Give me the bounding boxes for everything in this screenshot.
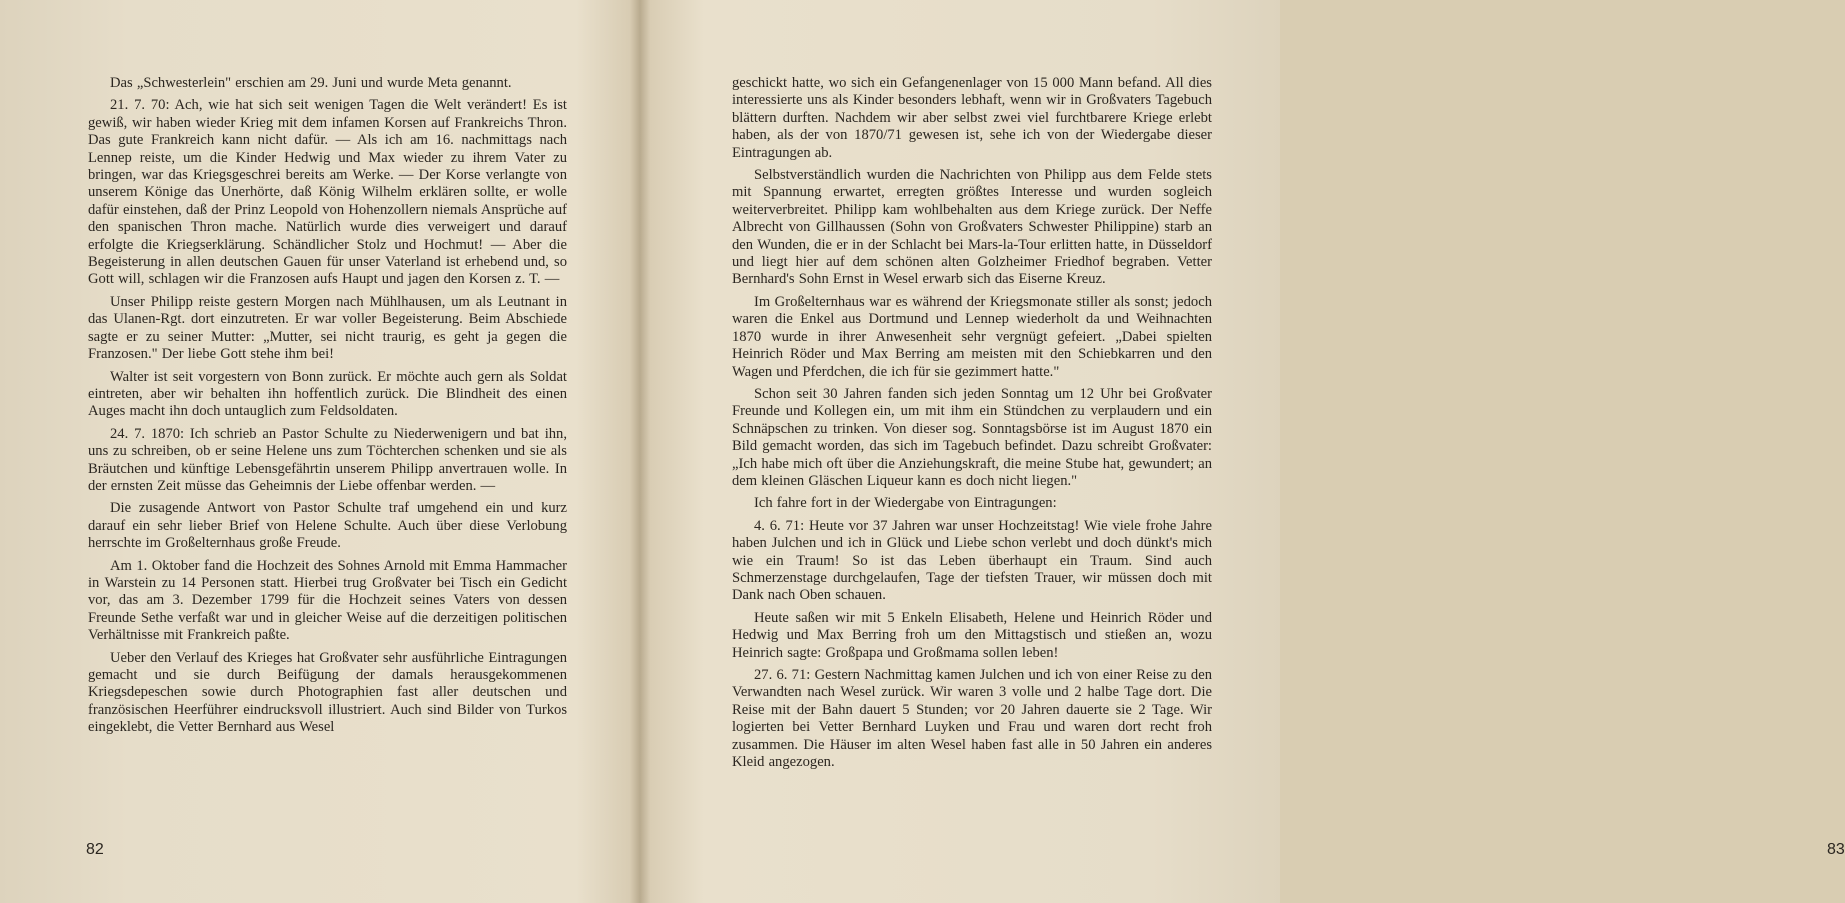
left-page [0, 0, 640, 903]
paragraph: 4. 6. 71: Heute vor 37 Jahren war unser Hochzeitstag! Wie viele frohe Jahre haben Julchen und ich in Glück und Liebe schon verlebt und doch dünkt's mich wie ein Traum! So ist das Leben überhaupt ein Traum. Sind auch Schmerzenstage durchgelaufen, Tage der tiefsten Trauer, wir müssen doch mit Dank nach Oben schauen. [732, 517, 1212, 604]
paragraph: Ueber den Verlauf des Krieges hat Großvater sehr ausführliche Eintragungen gemacht und sie durch Beifügung der damals herausgekommenen Kriegsdepeschen sowie durch Photographien fast aller deutschen und französischen Heerführer eindrucksvoll illustriert. Auch sind Bilder von Turkos eingeklebt, die Vetter Bernhard aus Wesel [88, 649, 567, 736]
paragraph: 24. 7. 1870: Ich schrieb an Pastor Schulte zu Niederwenigern und bat ihn, uns zu schreiben, ob er seine Helene uns zum Töchterchen schenken und sie als Bräutchen und künftige Lebensgefährtin unserem Philipp anvertrauen wolle. In der ernsten Zeit müsse das Geheimnis der Liebe offenbar werden. — [88, 425, 567, 494]
paragraph: Das „Schwesterlein" erschien am 29. Juni und wurde Meta genannt. [110, 75, 512, 91]
paragraph: geschickt hatte, wo sich ein Gefangenenlager von 15 000 Mann befand. All dies interessierte uns als Kinder besonders lebhaft, wenn wir in Großvaters Tagebuch blättern durften. Nachdem wir aber selbst zwei viel furchtbarere Kriege erlebt haben, als der von 1870/71 gewesen ist, sehe ich von der Wiedergabe dieser Eintragungen ab. [732, 75, 1212, 161]
page-number: 82 [86, 841, 104, 858]
left-page-text [88, 75, 567, 742]
right-page [640, 0, 1845, 903]
paragraph: Die zusagende Antwort von Pastor Schulte traf umgehend ein und kurz darauf ein sehr lieber Brief von Helene Schulte. Auch über diese Verlobung herrschte im Großelternhaus große Freude. [88, 500, 567, 552]
paragraph: 21. 7. 70: Ach, wie hat sich seit wenigen Tagen die Welt verändert! Es ist gewiß, wir haben wieder Krieg mit dem infamen Korsen auf Frankreichs Thron. Das gute Frankreich kann nicht dafür. — Als ich am 16. nachmittags nach Lennep reiste, um die Kinder Hedwig und Max wieder zu ihrem Vater zu bringen, war das Kriegsgeschrei bereits am Werke. — Der Korse verlangte von unserem Könige das Unerhörte, daß König Wilhelm erklären sollte, er wolle dafür einstehen, daß der Prinz Leopold von Hohenzollern niemals Ansprüche auf den spanischen Thron mache. Natürlich wurde dies verweigert und darauf erfolgte die Kriegserklärung. Schändlicher Stolz und Hochmut! — Aber die Begeisterung in allen deutschen Gauen für unser Vaterland ist erhebend und, so Gott will, schlagen wir die Franzosen aufs Haupt und jagen den Korsen z. T. — [88, 97, 567, 288]
page-number: 83 [1827, 841, 1845, 858]
paragraph: Schon seit 30 Jahren fanden sich jeden Sonntag um 12 Uhr bei Großvater Freunde und Kollegen ein, um mit ihm ein Stündchen zu verplaudern und ein Schnäpschen zu trinken. Von dieser sog. Sonntagsbörse ist im August 1870 ein Bild gemacht worden, das sich im Tagebuch befindet. Dazu schreibt Großvater: „Ich habe mich oft über die Anziehungskraft, die meine Stube hat, gewundert; an dem kleinen Gläschen Liqueur kann es doch nicht liegen." [732, 385, 1212, 489]
paragraph: 27. 6. 71: Gestern Nachmittag kamen Julchen und ich von einer Reise zu den Verwandten nach Wesel zurück. Wir waren 3 volle und 2 halbe Tage dort. Die Reise mit der Bahn dauert 5 Stunden; vor 20 Jahren dauerte sie 2 Tage. Wir logierten bei Vetter Bernhard Luyken und Frau und waren dort recht froh zusammen. Die Häuser im alten Wesel haben fast alle in 50 Jahren ein anderes Kleid angezogen. [732, 667, 1212, 771]
paragraph: Walter ist seit vorgestern von Bonn zurück. Er möchte auch gern als Soldat eintreten, aber wir behalten ihn hoffentlich zurück. Die Blindheit des einen Auges macht ihn doch untauglich zum Feldsoldaten. [88, 368, 567, 420]
paragraph: Unser Philipp reiste gestern Morgen nach Mühlhausen, um als Leutnant in das Ulanen-Rgt. dort einzutreten. Er war voller Begeisterung. Beim Abschiede sagte er zu seiner Mutter: „Mutter, sei nicht traurig, es geht ja gegen die Franzosen." Der liebe Gott stehe ihm bei! [88, 293, 567, 363]
right-page-text [732, 75, 1212, 776]
paragraph: Im Großelternhaus war es während der Kriegsmonate stiller als sonst; jedoch waren die Enkel aus Dortmund und Lennep wiederholt da und Weihnachten 1870 wurde in ihrer Anwesenheit sehr vergnügt gefeiert. „Dabei spielten Heinrich Röder und Max Berring am meisten mit den Schiebkarren und den Wagen und Pferdchen, die ich für sie gezimmert hatte." [732, 293, 1212, 380]
paragraph: Selbstverständlich wurden die Nachrichten von Philipp aus dem Felde stets mit Spannung erwartet, erregten größtes Interesse und wurden sogleich weiterverbreitet. Philipp kam wohlbehalten aus dem Kriege zurück. Der Neffe Albrecht von Gillhaussen (Sohn von Großvaters Schwester Philippine) starb an den Wunden, die er in der Schlacht bei Mars-la-Tour erlitten hatte, in Düsseldorf und liegt hier auf dem schönen alten Golzheimer Friedhof begraben. Vetter Bernhard's Sohn Ernst in Wesel erwarb sich das Eiserne Kreuz. [732, 167, 1212, 288]
paragraph: Am 1. Oktober fand die Hochzeit des Sohnes Arnold mit Emma Hammacher in Warstein zu 14 Personen statt. Hierbei trug Großvater bei Tisch ein Gedicht vor, das am 3. Dezember 1799 für die Hochzeit seines Vaters von dessen Freunde Sethe verfaßt war und in gleicher Weise auf die derzeitigen politischen Verhältnisse mit Frankreich paßte. [88, 557, 567, 644]
paragraph: Heute saßen wir mit 5 Enkeln Elisabeth, Helene und Heinrich Röder und Hedwig und Max Berring froh um den Mittagstisch und stießen an, wozu Heinrich sagte: Großpapa und Großmama sollen leben! [732, 609, 1212, 661]
paragraph: Ich fahre fort in der Wiedergabe von Eintragungen: [754, 495, 1057, 512]
